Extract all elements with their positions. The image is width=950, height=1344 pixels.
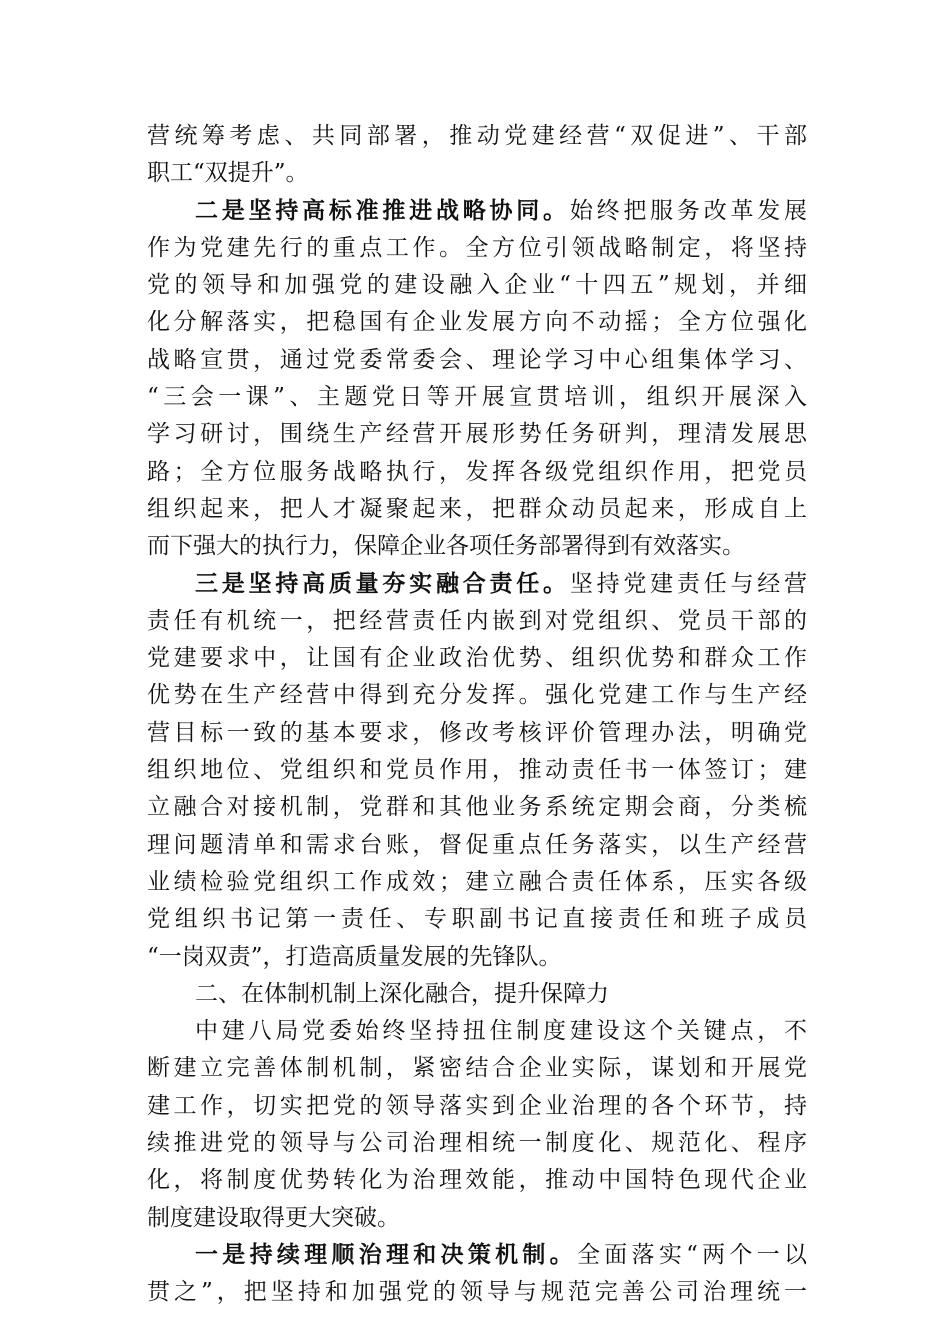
bold-lead: 一是持续理顺治理和决策机制。 (195, 1241, 577, 1268)
paragraph (147, 1013, 807, 1237)
text-line: 学习研讨，围绕生产经营开展形势任务研判，理清发展思 (147, 421, 807, 448)
text-span: 始终把服务改革发展 (569, 197, 808, 224)
paragraph (147, 118, 807, 193)
text-line: 断建立完善体制机制，紧密结合企业实际，谋划和开展党 (147, 1055, 807, 1082)
section-heading: 二、在体制机制上深化融合，提升保障力 (195, 980, 609, 1007)
paragraph (147, 193, 807, 566)
text-line: 党组织书记第一责任、专职副书记直接责任和班子成员 (147, 906, 807, 933)
text-line: 贯之”，把坚持和加强党的领导与规范完善公司治理统一 (147, 1279, 807, 1306)
text-line (147, 566, 807, 603)
text-line: 战略宣贯，通过党委常委会、理论学习中心组集体学习、 (147, 346, 807, 373)
text-line: “一岗双责”，打造高质量发展的先锋队。 (147, 943, 562, 970)
text-line: 组织起来，把人才凝聚起来，把群众动员起来，形成自上 (147, 495, 807, 522)
text-line: 化分解落实，把稳国有企业发展方向不动摇；全方位强化 (147, 309, 807, 336)
text-line: 职工“双提升”。 (147, 160, 309, 187)
text-line (147, 193, 807, 230)
text-line: 营统筹考虑、共同部署，推动党建经营“双促进”、干部 (147, 123, 807, 149)
text-line: “三会一课”、主题党日等开展宣贯培训，组织开展深入 (147, 384, 807, 411)
paragraph (147, 1237, 807, 1312)
text-line: 化，将制度优势转化为治理效能，推动中国特色现代企业 (147, 1167, 807, 1194)
bold-lead: 二是坚持高标准推进战略协同。 (195, 197, 570, 224)
text-line: 理问题清单和需求台账，督促重点任务落实，以生产经营 (147, 831, 807, 858)
document-body (147, 118, 807, 1312)
text-line (147, 1237, 807, 1274)
paragraph (147, 566, 807, 976)
text-line: 中建八局党委始终坚持扭住制度建设这个关键点，不 (195, 1018, 807, 1045)
text-line: 立融合对接机制，党群和其他业务系统定期会商，分类梳 (147, 794, 807, 821)
text-line: 建工作，切实把党的领导落实到企业治理的各个环节，持 (147, 1092, 807, 1119)
text-line: 而下强大的执行力，保障企业各项任务部署得到有效落实。 (147, 533, 745, 560)
text-span: 坚持党建责任与经营 (569, 570, 808, 597)
text-line: 作为党建先行的重点工作。全方位引领战略制定，将坚持 (147, 234, 807, 261)
bold-lead: 三是坚持高质量夯实融合责任。 (195, 570, 570, 597)
text-line: 优势在生产经营中得到充分发挥。强化党建工作与生产经 (147, 682, 807, 709)
text-span: 全面落实“两个一以 (576, 1241, 807, 1268)
text-line: 路；全方位服务战略执行，发挥各级党组织作用，把党员 (147, 458, 807, 485)
text-line: 责任有机统一，把经营责任内嵌到对党组织、党员干部的 (147, 607, 807, 634)
text-line: 党的领导和加强党的建设融入企业“十四五”规划，并细 (147, 272, 807, 299)
text-line: 党建要求中，让国有企业政治优势、组织优势和群众工作 (147, 645, 807, 672)
text-line: 续推进党的领导与公司治理相统一制度化、规范化、程序 (147, 1130, 807, 1157)
text-line: 制度建设取得更大突破。 (147, 1204, 400, 1231)
text-line: 业绩检验党组织工作成效；建立融合责任体系，压实各级 (147, 868, 807, 895)
text-line: 营目标一致的基本要求，修改考核评价管理办法，明确党 (147, 719, 807, 746)
text-line: 组织地位、党组织和党员作用，推动责任书一体签订；建 (147, 757, 807, 784)
